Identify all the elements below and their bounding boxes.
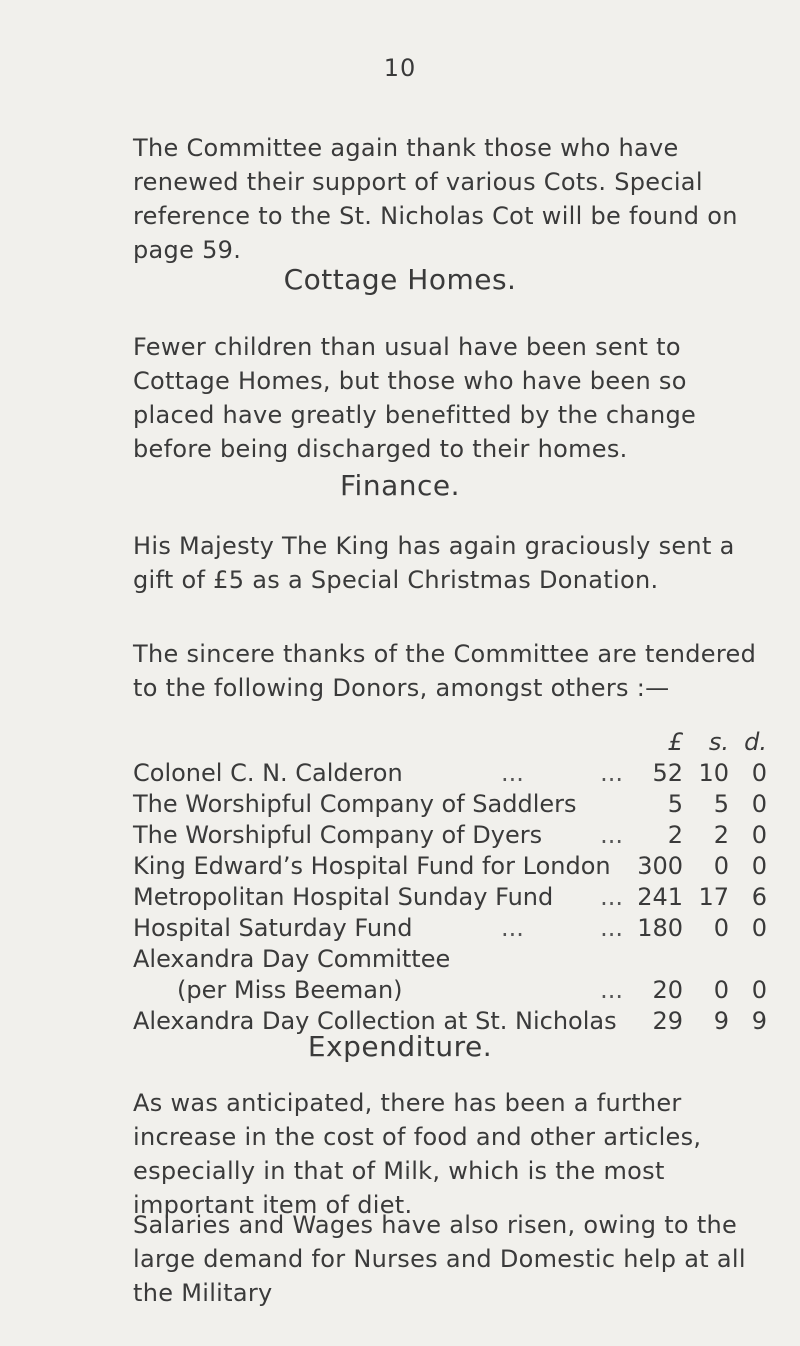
donor-row — [133, 944, 773, 975]
donor-row — [133, 975, 773, 1006]
pence-value: 0 — [751, 914, 767, 942]
donors-header-row — [133, 727, 773, 758]
donor-row — [133, 758, 773, 789]
donor-name: Metropolitan Hospital Sunday Fund — [133, 883, 554, 911]
shillings-value: 5 — [713, 790, 729, 818]
pence-value: 0 — [751, 790, 767, 818]
cottage-homes-paragraph: Fewer children than usual have been sent to Cottage Homes, but those who have been so placed have greatly benefitted by the change before being discharged to their homes. — [133, 333, 697, 463]
shillings-value: 0 — [713, 914, 729, 942]
pence-value: 6 — [751, 883, 767, 911]
shillings-value: 10 — [698, 759, 729, 787]
page-number: 10 — [383, 54, 417, 82]
finance-heading: Finance. — [339, 469, 461, 502]
donors-table — [133, 727, 773, 1037]
pence-value: 0 — [751, 821, 767, 849]
pounds-value: 20 — [652, 976, 683, 1004]
pence-value: 0 — [751, 759, 767, 787]
pounds-header: £ — [667, 728, 683, 756]
donor-name: King Edward’s Hospital Fund for London — [133, 852, 611, 880]
shillings-value: 17 — [698, 883, 729, 911]
pence-header: d. — [744, 728, 767, 756]
finance-thanks-paragraph: The sincere thanks of the Committee are tendered to the following Donors, amongst others :— — [133, 640, 757, 702]
pence-value: 0 — [751, 852, 767, 880]
donor-name: Alexandra Day Collection at St. Nicholas — [133, 1007, 617, 1035]
donor-name: The Worshipful Company of Dyers — [133, 821, 543, 849]
leader-dots: ... — [600, 821, 623, 849]
donor-row — [133, 913, 773, 944]
pounds-value: 29 — [652, 1007, 683, 1035]
pence-value: 0 — [751, 976, 767, 1004]
pounds-value: 180 — [637, 914, 683, 942]
leader-dots: ... — [600, 883, 623, 911]
shillings-value: 9 — [713, 1007, 729, 1035]
donor-row — [133, 851, 773, 882]
pounds-value: 241 — [637, 883, 683, 911]
donor-name: (per Miss Beeman) — [177, 976, 403, 1004]
pounds-value: 300 — [637, 852, 683, 880]
intro-paragraph: The Committee again thank those who have renewed their support of various Cots. Special reference to the St. Nicholas Cot will be found on page 59. — [133, 134, 738, 264]
donor-name: Alexandra Day Committee — [133, 945, 451, 973]
donor-name: Colonel C. N. Calderon — [133, 759, 403, 787]
expenditure-paragraph-1: As was anticipated, there has been a further increase in the cost of food and other articles, especially in that of Milk, which is the most important item of diet. — [133, 1089, 702, 1219]
donor-name: Hospital Saturday Fund — [133, 914, 413, 942]
finance-gift-paragraph: His Majesty The King has again graciously sent a gift of £5 as a Special Christmas Donation. — [133, 532, 735, 594]
pence-value: 9 — [751, 1007, 767, 1035]
donor-name: The Worshipful Company of Saddlers — [133, 790, 577, 818]
donor-row — [133, 882, 773, 913]
donor-row — [133, 789, 773, 820]
cottage-homes-heading: Cottage Homes. — [283, 263, 517, 296]
leader-dots: ... ... — [500, 759, 623, 787]
expenditure-paragraph-2: Salaries and Wages have also risen, owing to the large demand for Nurses and Domestic help at all the Military — [133, 1211, 746, 1307]
pounds-value: 5 — [667, 790, 683, 818]
shillings-header: s. — [708, 728, 729, 756]
donor-row — [133, 820, 773, 851]
leader-dots: ... ... — [500, 914, 623, 942]
leader-dots: ... — [600, 976, 623, 1004]
shillings-value: 0 — [713, 852, 729, 880]
pounds-value: 52 — [652, 759, 683, 787]
expenditure-heading: Expenditure. — [307, 1030, 493, 1063]
shillings-value: 0 — [713, 976, 729, 1004]
pounds-value: 2 — [667, 821, 683, 849]
shillings-value: 2 — [713, 821, 729, 849]
